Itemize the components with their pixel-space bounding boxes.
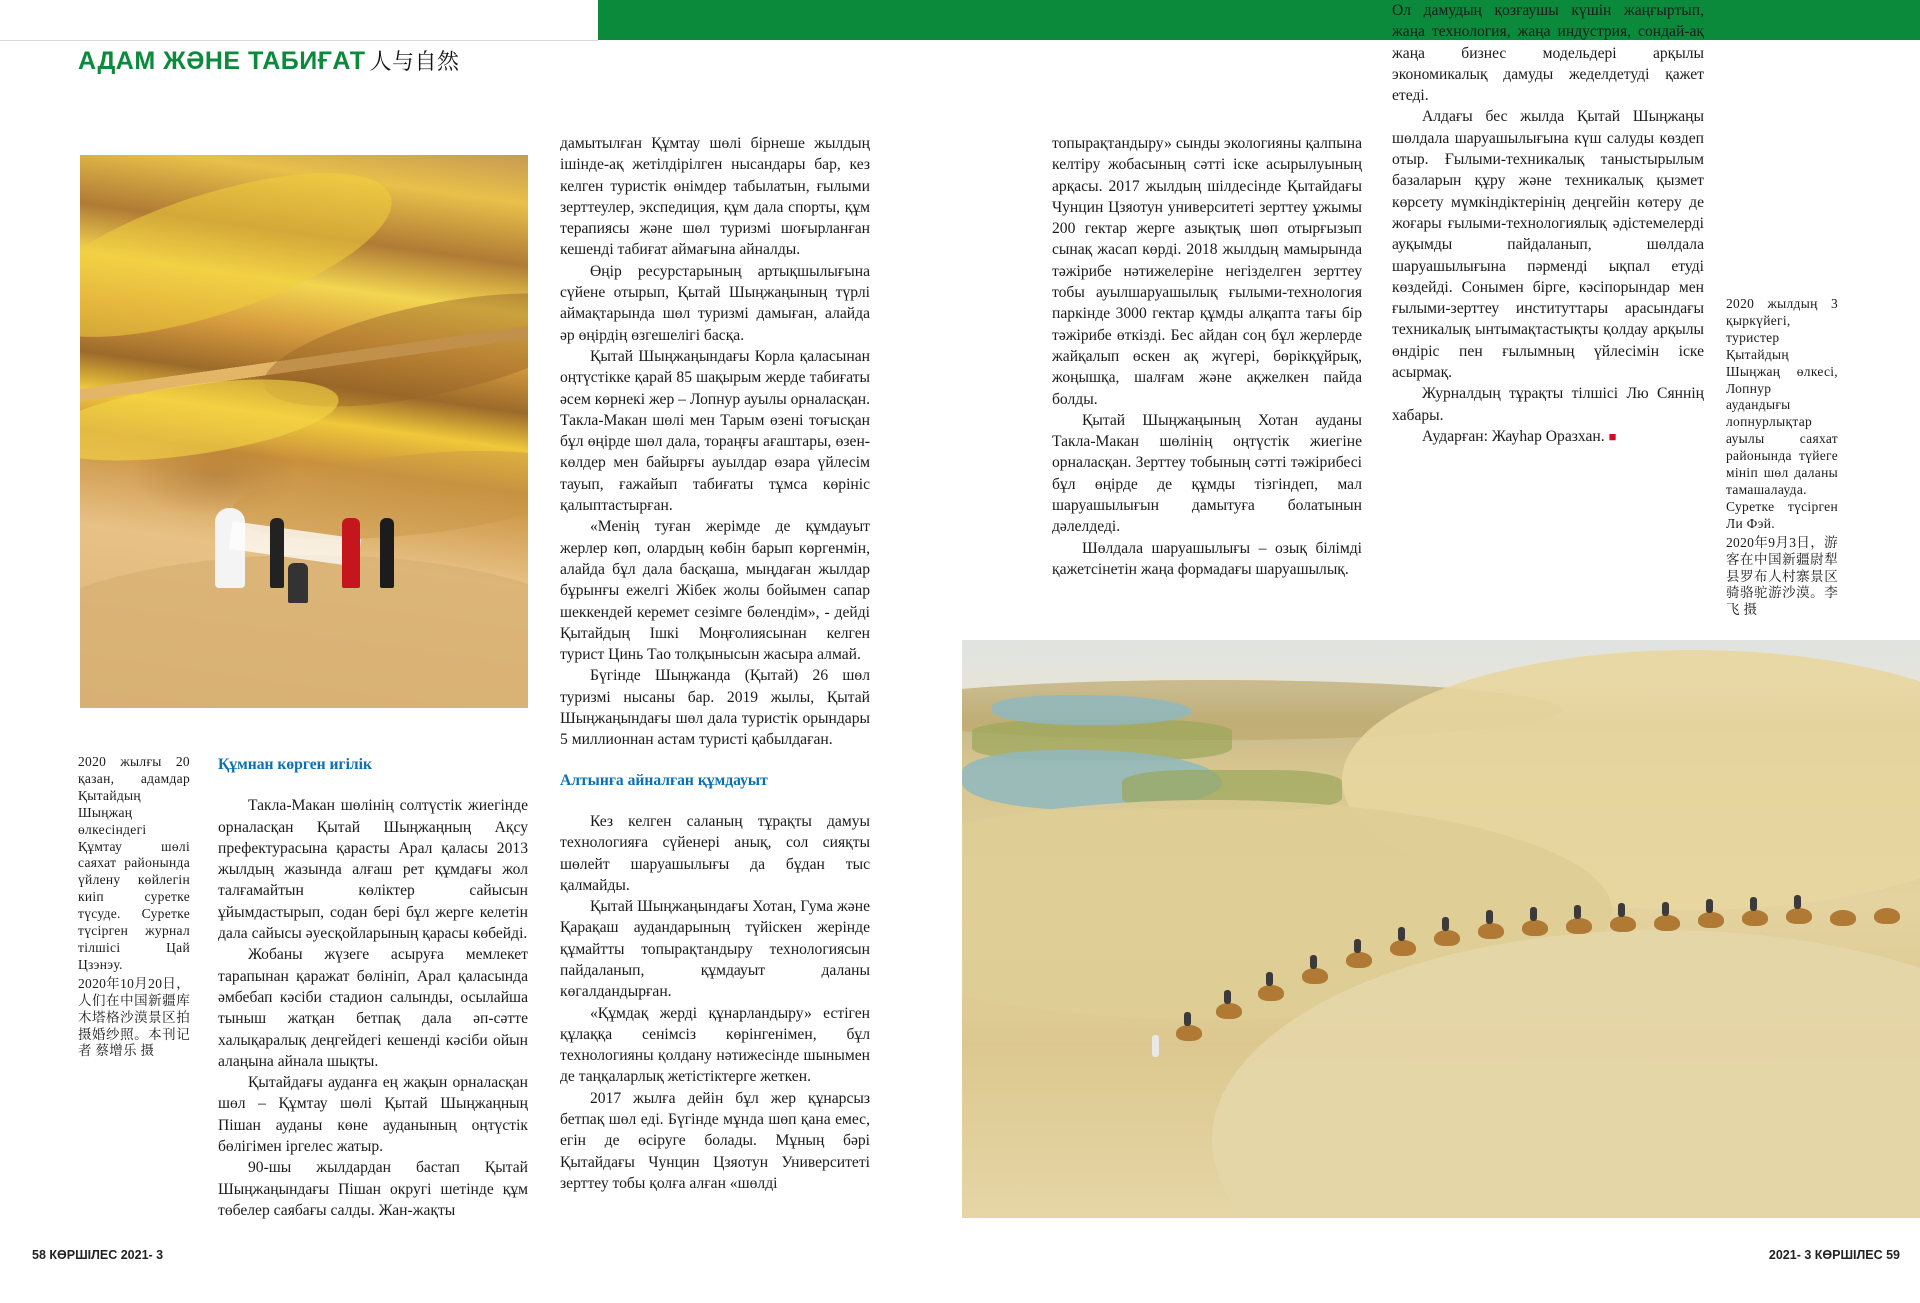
- subhead-blessing-from-sand: Құмнан көрген игілік: [218, 756, 372, 773]
- paragraph: Қытайдағы ауданға ең жақын орналасқан шөл – Құмтау шөлі Қытай Шыңжаңның Пішан ауданы көне ауданының оңтүстік бөлігімен іргелес жатыр.: [218, 1074, 528, 1156]
- paragraph: «Менің туған жерімде де құмдауыт жерлер көп, олардың көбін барып көргенмін, алайда бұл дала басқаша, мыңдаған жылдар бұрынғы ежелгі Жібек жолы бойымен сапар шеккендей керемет сезімге бөлендім», - дейді Қытайдың Ішкі Моңғолиясынан келген турист Цинь Тао толқынысын жасыра алмай.: [560, 518, 870, 664]
- paragraph: 90-шы жылдардан бастап Қытай Шыңжаңындағы Пішан округі шетінде құм төбелер саябағы салды. Жан-жақты: [218, 1159, 528, 1219]
- photo2-caption-zh: 2020年9月3日，游客在中国新疆尉犁县罗布人村寨景区骑骆驼游沙漠。李飞 摄: [1726, 534, 1838, 618]
- paragraph: Такла-Макан шөлінің солтүстік жиегінде орналасқан Қытай Шыңжаңның Ақсу префектурасына қарасты Арал қаласы 2013 жылдың жазында алғаш рет құмдағы жол талғамайтын көліктер сайысын ұйымдастырып, содан бері бұл жерге келетін дала сайысы әуесқойларының қарасы көбейді.: [218, 797, 528, 943]
- camel-caravan-photo: [962, 640, 1920, 1218]
- paragraph: топырақтандыру» сынды экологияны қалпына келтіру жобасының сәтті іске асырылуының арқасы. 2017 жылдың шілдесінде Қытайдағы Чунцин Цзяотун университеті зерттеу ұжымы 200 гектар жерге азықтық шөп отырғызып сынақ жасап көрді. 2018 жылдың мамырында тәжірибе нәтижелеріне негізделген зерттеу тобы ауылшаруашылық ғылыми-технология паркінде 3000 гектар құмды алқапта тағы бір тәжірибе өткізді. Бес айдан соң бұл жерлерде жайқалып өскен ақ жүгері, бөрікқұйрық, жоңышқа, шалғам және ақжелкен пайда болды.: [1052, 135, 1362, 408]
- paragraph: Ол дамудың қозғаушы күшін жаңғыртып, жаңа технология, жаңа индустрия, сондай-ақ жаңа бизнес модельдері арқылы экономикалық дамуды жеделдетуді қажет етеді.: [1392, 2, 1704, 105]
- left-page-folio: 58 КӨРШІЛЕС 2021- 3: [32, 1248, 164, 1262]
- photo2-caption-kz: 2020 жылдың 3 қыркүйегі, туристер Қытайдың Шыңжаң өлкесі, Лопнур аудандығы лопнурлықтар ауылы саяхат районында түйеге мініп шөл даланы тамашалауда. Суретке түсірген Ли Фэй.: [1726, 296, 1838, 531]
- subhead-sand-into-gold: Алтынға айналған құмдауыт: [560, 771, 768, 789]
- photo2-caption: [1726, 296, 1838, 619]
- section-title: [78, 45, 460, 76]
- right-page-folio: 2021- 3 КӨРШІЛЕС 59: [1768, 1248, 1900, 1262]
- paragraph: 2017 жылға дейін бұл жер құнарсыз бетпақ шөл еді. Бүгінде мұнда шөп қана емес, егін де өсіруге болады. Мұның бәрі Қытайдағы Чунцин Цзяотун Университеті зерттеу тобы қолға алған «шөлді: [560, 1089, 870, 1192]
- header-rule: [0, 40, 598, 41]
- paragraph: Кез келген саланың тұрақты дамуы технологияға сүйенері анық, сол сияқты шөлейт шаруашылығы да бұдан тыс қалмайды.: [560, 812, 870, 894]
- section-title-kz: АДАМ ЖӘНЕ ТАБИҒАТ: [78, 47, 366, 75]
- translator-name: Аударған: Жауһар Оразхан.: [1422, 427, 1605, 445]
- photo1-caption: [78, 754, 190, 1060]
- section-title-zh: 人与自然: [369, 49, 460, 74]
- paragraph: Өңір ресурстарының артықшылығына сүйене отырып, Қытай Шыңжаңының түрлі аймақтарында шөл туризмі дамыған, алайда әр өңірдің өзгешелігі басқа.: [560, 262, 870, 344]
- paragraph: дамытылған Құмтау шөлі бірнеше жылдың ішінде-ақ жетілдірілген нысандары бар, кез келген туристік өнімдер табылатын, ғылыми зерттеулер, экспедиция, құм дала спорты, құм терапиясы және шөл туризмі шоғырланған кешенді табиғат аймағына айналды.: [560, 135, 870, 259]
- photo1-caption-zh: 2020年10月20日，人们在中国新疆库木塔格沙漠景区拍摄婚纱照。本刊记者 蔡增乐 摄: [78, 975, 190, 1059]
- paragraph: Қытай Шыңжаңындағы Корла қаласынан оңтүстікке қарай 85 шақырым жерде табиғаты әсем көрнекі жер – Лопнур ауылы орналасқан. Такла-Макан шөлі мен Тарым өзені тоғысқан бұл өңірде шөл дала, тораңғы ағаштары, өзен-көлдер мен байырғы ауылдар өзара үйлесім тауып, ғажайып табиғаты тұмса көрініс қалыптастырған.: [560, 347, 870, 515]
- article-column-4: [1392, 0, 1704, 447]
- article-column-3: [1052, 133, 1362, 580]
- paragraph: Алдағы бес жылда Қытай Шыңжаңы шөлдала шаруашылығына күш салуды көздеп отыр. Ғылыми-техникалық таныстырылым базаларын құру және техникалық қызмет көрсету мүмкіндіктерінің деңгейін көтеру де жоғары ғылыми-технологиялық әдістемелерді ауқымды пайдаланып, шөлдала шаруашылығына пәрменді ықпал етуді көздейді. Сонымен бірге, кәсіпорындар мен ғылыми-зерттеу институттары арасындағы техникалық ынтымақтастықты қолдау арқылы өндіріс пен ғылымның үйлесімін іске асырмақ.: [1392, 108, 1704, 382]
- header-accent-bar: [598, 0, 1920, 40]
- paragraph: Қытай Шыңжаңының Хотан ауданы Такла-Макан шөлінің оңтүстік жиегіне орналасқан. Зерттеу тобының сәтті тәжірибесі бұл өңірде де құмды тізгіндеп, мал шаруашылығын дамытуға болатынын дәлелдеді.: [1052, 411, 1362, 536]
- translator-credit: [1392, 426, 1704, 447]
- paragraph: Шөлдала шаруашылығы – озық білімді қажетсінетін жаңа формадағы шаруашылық.: [1052, 539, 1362, 578]
- end-mark: ■: [1608, 428, 1617, 444]
- article-column-2: [560, 133, 870, 1194]
- photo1-caption-kz: 2020 жылғы 20 қазан, адамдар Қытайдың Шыңжаң өлкесіндегі Құмтау шөлі саяхат районында үйлену көйлегін киіп суретке түсуде. Суретке түсірген журнал тілшісі Цай Цзэнэу.: [78, 754, 190, 972]
- article-column-1: [218, 754, 528, 1221]
- paragraph: Бүгінде Шыңжанда (Қытай) 26 шөл туризмі нысаны бар. 2019 жылы, Қытай Шыңжаңындағы шөл дала туристік орындары 5 миллионнан астам туристі қабылдаған.: [560, 667, 870, 749]
- paragraph: Журналдың тұрақты тілшісі Лю Сяннің хабары.: [1392, 385, 1704, 424]
- paragraph: Жобаны жүзеге асыруға мемлекет тарапынан қаражат бөлініп, Арал қаласында әмбебап кәсіби стадион салынды, осылайша тыныш жатқан бетпақ дала әп-сәтте халықаралық деңгейдегі кешенді кәсіби ойын алаңына айнала шықты.: [218, 946, 528, 1070]
- wedding-desert-photo: [80, 155, 528, 708]
- paragraph: «Құмдақ жерді құнарландыру» естіген құлаққа сенімсіз көрінгенімен, бұл технологияны қолдану нәтижесінде шынымен де таңқаларлық жетістіктерге жеткен.: [560, 1004, 870, 1086]
- paragraph: Қытай Шыңжаңындағы Хотан, Гума және Қарақаш аудандарының түйіскен жерінде құмайтты топырақтандыру технологиясын пайдаланып, құмдауыт даланы көгалдандырған.: [560, 898, 870, 1001]
